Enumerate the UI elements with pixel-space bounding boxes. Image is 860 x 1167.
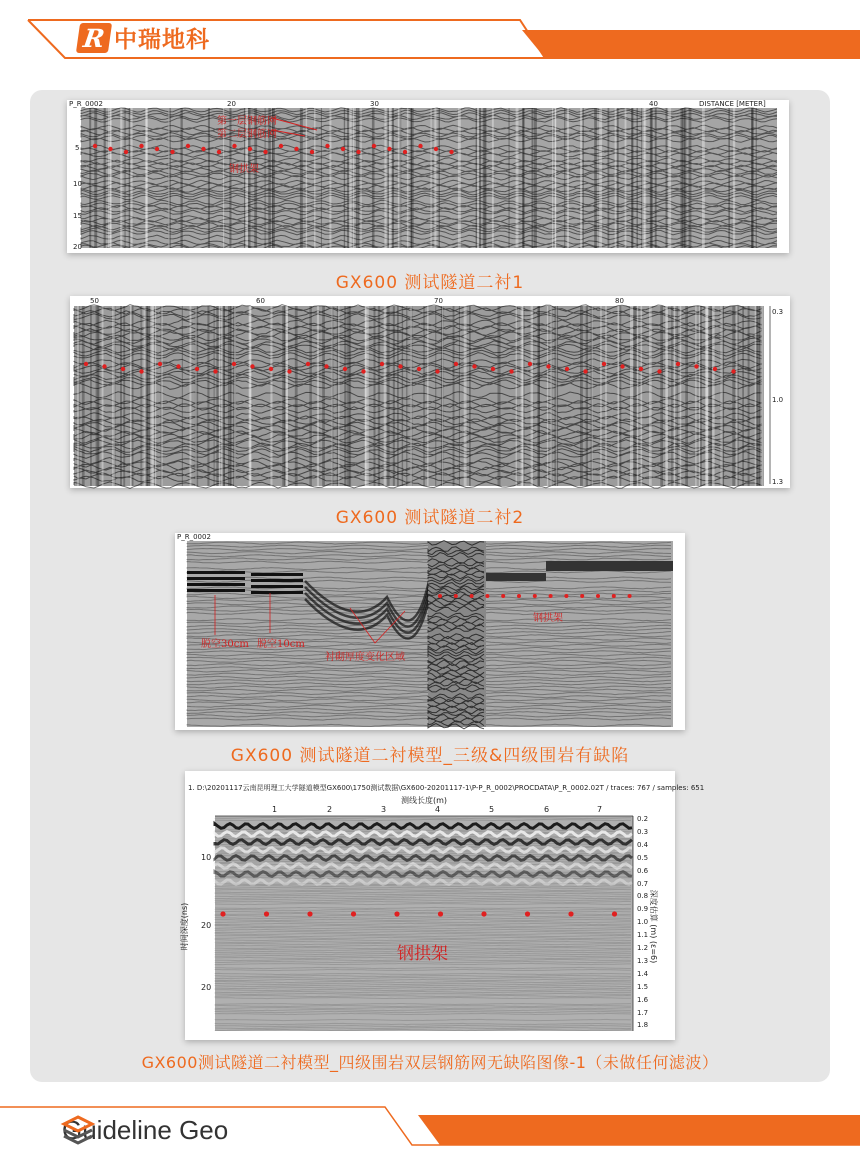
radargram-1-y-15: 15 bbox=[73, 212, 82, 220]
y-label-10: 10 bbox=[201, 853, 212, 862]
page-header bbox=[0, 0, 860, 75]
radargram-2-depth-1-3: 1.3 bbox=[772, 478, 784, 486]
file-info: 1. D:\20201117云南昆明理工大学隧道模型GX600\1750测试数据\GX600-20201117-1\P-P_R_0002\PROCDATA\P_R_0002.02T / traces: 767 / samples: 651 bbox=[188, 784, 705, 792]
right-depth-label: 0.9 bbox=[637, 905, 649, 914]
annotation-steel-arch-4: 钢拱架 bbox=[397, 944, 448, 964]
radargram-1-image bbox=[67, 100, 789, 253]
radargram-2-scale-80: 80 bbox=[615, 297, 624, 305]
radargram-2-scale-50: 50 bbox=[90, 297, 99, 305]
annotation-steel-arch-3: 钢拱架 bbox=[533, 613, 563, 624]
right-depth-label: 1.4 bbox=[637, 969, 649, 978]
radargram-2-scale-60: 60 bbox=[256, 297, 265, 305]
radargram-1-scale-40: 40 bbox=[649, 100, 658, 108]
brand-name: 中瑞地科 bbox=[114, 27, 210, 53]
guideline-geo-name: Guideline Geo bbox=[62, 1115, 229, 1145]
annotation-first-mesh: 第一层钢筋网 bbox=[217, 116, 277, 127]
x-label-6: 6 bbox=[544, 805, 550, 814]
right-depth-label: 0.3 bbox=[637, 827, 649, 836]
caption-3: GX600 测试隧道二衬模型_三级&四级围岩有缺陷 bbox=[230, 746, 630, 766]
x-label-7: 7 bbox=[597, 805, 603, 814]
guideline-geo-logo-icon bbox=[62, 1115, 94, 1145]
annotation-thickness-change: 衬砌厚度变化区域 bbox=[325, 652, 405, 663]
radargram-2-image bbox=[70, 296, 790, 488]
annotation-void-10cm: 脱空10cm bbox=[257, 639, 305, 650]
right-depth-label: 0.5 bbox=[637, 853, 649, 862]
caption-1: GX600 测试隧道二衬1 bbox=[335, 273, 525, 293]
radargram-3-image bbox=[175, 533, 685, 730]
x-label-5: 5 bbox=[489, 805, 495, 814]
radargram-1-y-5: 5 bbox=[75, 144, 80, 152]
radargram-1 bbox=[67, 100, 789, 253]
radargram-1-y-10: 10 bbox=[73, 180, 82, 188]
right-axis-title: 深度估算 (m) (ε=6) bbox=[649, 889, 659, 964]
right-depth-label: 0.7 bbox=[637, 879, 649, 888]
radargram-1-y-20: 20 bbox=[73, 243, 82, 251]
radargram-2-depth-1-0: 1.0 bbox=[772, 396, 784, 404]
caption-4: GX600测试隧道二衬模型_四级围岩双层钢筋网无缺陷图像-1（未做任何滤波） bbox=[141, 1053, 719, 1072]
radargram-3-profile-label: P_R_0002 bbox=[177, 533, 211, 541]
radargram-1-scale-20: 20 bbox=[227, 100, 236, 108]
radargram-1-profile-label: P_R_0002 bbox=[69, 100, 103, 108]
caption-2: GX600 测试隧道二衬2 bbox=[335, 508, 525, 528]
page-footer bbox=[0, 1105, 860, 1167]
right-depth-label: 1.1 bbox=[637, 931, 649, 940]
annotation-second-mesh: 第二层钢筋网 bbox=[217, 129, 277, 140]
right-depth-label: 1.8 bbox=[637, 1021, 649, 1030]
right-depth-label: 0.2 bbox=[637, 815, 649, 823]
x-label-1: 1 bbox=[272, 805, 278, 814]
right-depth-label: 1.2 bbox=[637, 944, 649, 952]
radargram-2-depth-0-3: 0.3 bbox=[772, 308, 784, 316]
annotation-void-30cm: 脱空30cm bbox=[201, 639, 249, 650]
brand bbox=[78, 21, 210, 54]
x-label-4: 4 bbox=[435, 805, 441, 814]
radargram-2-scale-70: 70 bbox=[434, 297, 443, 305]
radargram-3 bbox=[175, 533, 685, 730]
x-label-3: 3 bbox=[381, 805, 387, 814]
right-depth-label: 0.6 bbox=[637, 866, 649, 875]
x-axis-title: 测线长度(m) bbox=[401, 796, 448, 805]
right-depth-label: 1.7 bbox=[637, 1008, 649, 1017]
guideline-geo-brand bbox=[62, 1115, 228, 1146]
annotation-steel-arch: 钢拱架 bbox=[229, 164, 259, 175]
y-label-20b: 20 bbox=[201, 983, 212, 992]
right-depth-label: 0.8 bbox=[637, 892, 649, 901]
x-label-2: 2 bbox=[327, 805, 333, 814]
right-depth-label: 1.5 bbox=[637, 982, 649, 991]
right-depth-label: 1.0 bbox=[637, 918, 649, 927]
radargram-2 bbox=[70, 296, 790, 488]
right-depth-label: 1.3 bbox=[637, 956, 649, 965]
right-depth-label: 1.6 bbox=[637, 995, 649, 1004]
right-depth-label: 0.4 bbox=[637, 840, 649, 849]
y-axis-title: 时间深度(ns) bbox=[180, 902, 190, 951]
radargram-4 bbox=[180, 771, 705, 1040]
y-label-20a: 20 bbox=[201, 921, 212, 930]
radargram-1-scale-30: 30 bbox=[370, 100, 379, 108]
radargram-1-axis-title: DISTANCE [METER] bbox=[699, 100, 766, 108]
brand-logo: R bbox=[76, 23, 112, 53]
